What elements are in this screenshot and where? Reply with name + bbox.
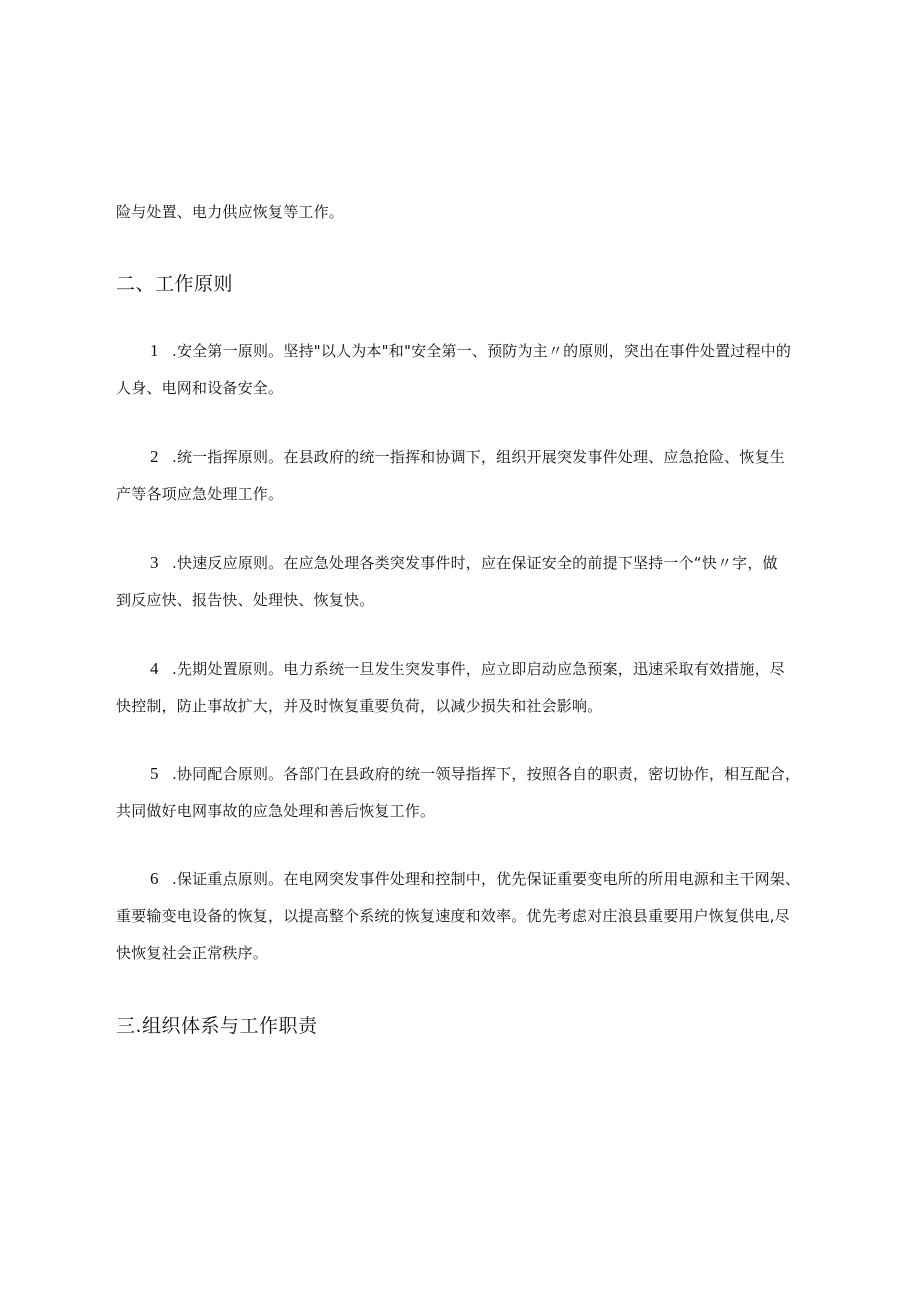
principle-6-number: 6 (150, 869, 159, 888)
principle-2-number: 2 (150, 447, 159, 466)
principle-6-line-1 (150, 869, 850, 889)
principle-6-line-3: 快恢复社会正常秩序。 (116, 944, 269, 962)
section-2-heading: 二、工作原则 (116, 273, 234, 295)
principle-6-line-2: 重要输变电设备的恢复，以提高整个系统的恢复速度和效率。优先考虑对庄浪县重要用户恢复供电,尽 (116, 907, 790, 925)
principle-4-text: .先期处置原则。电力系统一旦发生突发事件，应立即启动应急预案，迅速采取有效措施，尽 (172, 660, 785, 678)
principle-5-text: .协同配合原则。各部门在县政府的统一领导指挥下，按照各自的职责，密切协作，相互配合， (172, 765, 801, 783)
principle-2-line-2: 产等各项应急处理工作。 (116, 485, 284, 503)
principle-4-number: 4 (150, 659, 159, 678)
principle-6-text: .保证重点原则。在电网突发事件处理和控制中，优先保证重要变电所的所用电源和主干网架、 (172, 870, 801, 888)
principle-5-line-1 (150, 764, 850, 784)
principle-1-number: 1 (150, 341, 159, 360)
principle-1-text: .安全第一原则。坚持"以人为本"和"安全第一、预防为主〃的原则，突出在事件处置过程中的 (172, 342, 792, 360)
principle-3-number: 3 (150, 553, 159, 572)
principle-3-line-1 (150, 553, 850, 573)
principle-4-line-1 (150, 659, 850, 679)
principle-1-line-1 (150, 341, 850, 361)
principle-3-text: .快速反应原则。在应急处理各类突发事件时，应在保证安全的前提下坚持一个“快〃字，做 (172, 554, 778, 572)
section-3-heading: 三.组织体系与工作职责 (116, 1015, 318, 1037)
principle-2-line-1 (150, 447, 850, 467)
intro-tail-line: 险与处置、电力供应恢复等工作。 (116, 203, 345, 221)
principle-2-text: .统一指挥原则。在县政府的统一指挥和协调下，组织开展突发事件处理、应急抢险、恢复生 (172, 448, 785, 466)
principle-3-line-2: 到反应快、报告快、处理快、恢复快。 (116, 591, 375, 609)
principle-1-line-2: 人身、电网和设备安全。 (116, 379, 284, 397)
principle-4-line-2: 快控制，防止事故扩大，并及时恢复重要负荷，以减少损失和社会影响。 (116, 697, 603, 715)
principle-5-line-2: 共同做好电网事故的应急处理和善后恢复工作。 (116, 802, 436, 820)
principle-5-number: 5 (150, 764, 159, 783)
